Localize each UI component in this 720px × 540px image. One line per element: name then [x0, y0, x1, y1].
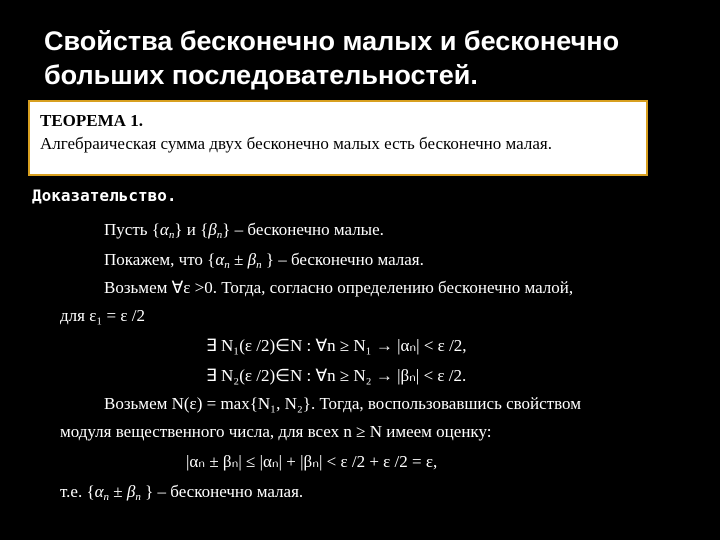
slide-title	[44, 24, 704, 92]
proof-line-7: Возьмем N(ε) = max{N₁, N₂}. Тогда, воспользовавшись свойством	[104, 394, 581, 413]
proof-line-2-pre: Покажем, что {	[104, 250, 216, 269]
proof-line-3: Возьмем ∀ε >0. Тогда, согласно определению бесконечно малой,	[104, 278, 574, 297]
proof-line-1-mid: } и {	[174, 220, 209, 239]
theorem-title: ТЕОРЕМА 1.	[40, 111, 143, 130]
proof-line-2-post: } – бесконечно малая.	[265, 250, 424, 269]
proof-line-10-post: } – бесконечно малая.	[145, 482, 304, 501]
proof-line-10: т.е. {$\alpha_n \pm \beta_n$ } – бесконечно малая.	[60, 482, 304, 503]
proof-line-6: ∃ N₂(ε /2)∈N : ∀n ≥ N₂ → |βₙ| < ε /2.	[206, 366, 467, 385]
proof-line-1-post: } – бесконечно малые.	[222, 220, 384, 239]
theorem-box	[28, 100, 648, 176]
proof-heading: Доказательство.	[32, 186, 177, 205]
proof-line-10-pre: т.е. {	[60, 482, 95, 501]
theorem-statement: Алгебраическая сумма двух бесконечно малых есть бесконечно малая.	[40, 134, 552, 153]
proof-line-9: |αₙ ± βₙ| ≤ |αₙ| + |βₙ| < ε /2 + ε /2 = ε,	[186, 452, 438, 471]
proof-line-2: Покажем, что {$\alpha_n \pm \beta_n$ } – бесконечно малая.	[104, 250, 424, 271]
slide-title-line2: больших последовательностей.	[44, 60, 478, 90]
proof-line-4: для ε₁ = ε /2	[60, 306, 145, 325]
proof-line-1-pre: Пусть {	[104, 220, 160, 239]
proof-line-1: Пусть $\{\alpha_n\}$ и $\{\beta_n\}$ – бесконечно малые.	[104, 220, 384, 241]
proof-line-5: ∃ N₁(ε /2)∈N : ∀n ≥ N₁ → |αₙ| < ε /2,	[206, 336, 467, 355]
proof-line-8: модуля вещественного числа, для всех n ≥ N имеем оценку:	[60, 422, 492, 441]
slide-title-line1: Свойства бесконечно малых и бесконечно	[44, 26, 620, 56]
